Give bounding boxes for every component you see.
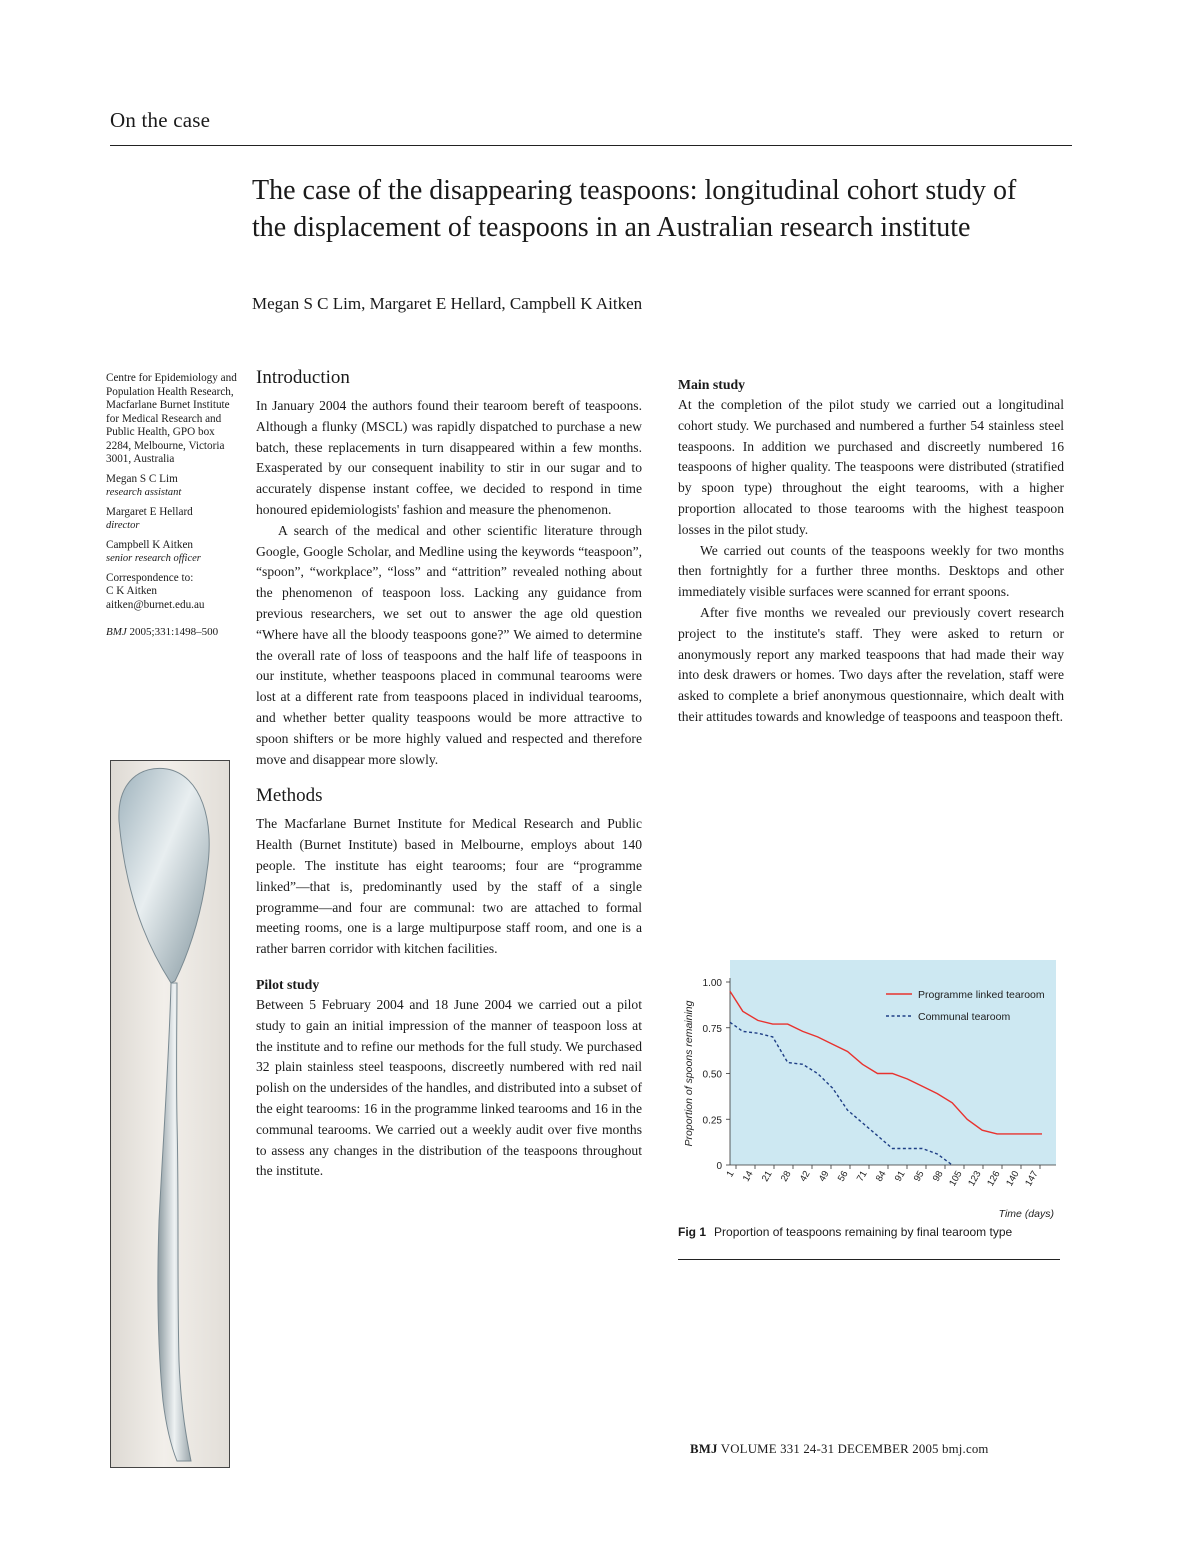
x-axis-label: Time (days) [998, 1208, 1054, 1220]
corr-email[interactable]: aitken@burnet.edu.au [106, 598, 205, 611]
x-tick-label: 84 [873, 1169, 889, 1184]
main-study-heading: Main study [678, 377, 746, 392]
chart-svg [678, 960, 1060, 1222]
author1-name: Megan S C Lim [106, 472, 178, 485]
column-right [678, 376, 1064, 728]
x-tick-label: 126 [985, 1169, 1003, 1189]
figure-1-chart [678, 960, 1060, 1227]
header-rule [110, 145, 1072, 146]
citation-journal: BMJ [106, 626, 127, 638]
y-tick-label: 1.00 [702, 978, 722, 989]
legend-entry: Programme linked tearoom [918, 989, 1045, 1001]
main-paragraph-1: At the completion of the pilot study we carried out a longitudinal cohort study. We purchased and numbered a further 54 stainless steel teaspoons. In addition we purchased and discreetly numbered 16 teaspoons of higher quality. The teaspoons were distributed (stratified by spoon type) throughout the eight tearooms, with a higher proportion allocated to those tearooms with the highest teaspoon losses in the pilot study. [678, 397, 1064, 537]
intro-paragraph-2: A search of the medical and other scientific literature through Google, Google Scholar, and Medline using the keywords “teaspoon”, “spoon”, “workplace”, “loss” and “attrition” revealed nothing about the phenomenon of teaspoon loss. Lacking any guidance from previous researchers, we set out to answer the age old question “Where have all the bloody teaspoons gone?” We aimed to determine the overall rate of loss of teaspoons and the half life of teaspoons in our institute, whether teaspoons placed in communal tearooms were lost at a different rate from teaspoons placed in individual tearooms, and whether better quality teaspoons would be more attractive to spoon shifters or be more highly valued and respected and therefore move and disappear more slowly. [256, 522, 642, 767]
x-tick-label: 71 [854, 1169, 870, 1184]
footer-journal: BMJ [690, 1442, 718, 1456]
y-tick-label: 0.50 [702, 1069, 722, 1081]
legend-entry: Communal tearoom [918, 1011, 1011, 1023]
author2-role: director [106, 520, 140, 531]
column-left [256, 366, 642, 1182]
intro-heading: Introduction [256, 367, 350, 388]
caption-rule [678, 1259, 1060, 1260]
x-tick-label: 91 [892, 1169, 908, 1184]
figure-caption [678, 1225, 1060, 1239]
citation-ref: 2005;331:1498–500 [129, 626, 219, 638]
figure-label: Fig 1 [678, 1225, 707, 1239]
x-tick-label: 147 [1023, 1169, 1041, 1189]
corr-label: Correspondence to: [106, 571, 194, 584]
methods-paragraph-1: The Macfarlane Burnet Institute for Medical Research and Public Health (Burnet Institute) based in Melbourne, employs about 140 people. The institute has eight tearooms; four are “programme linked”—that is, predominantly used by the staff of a single programme—and four are communal: two are attached to formal meeting rooms, one is a large multipurpose staff room, and one is a rather barren corridor with kitchen facilities. [256, 816, 642, 957]
article-authors: Megan S C Lim, Margaret E Hellard, Campbell K Aitken [252, 294, 643, 313]
article-title: The case of the disappearing teaspoons: longitudinal cohort study of the displacement of teaspoons in an Australian research institute [252, 175, 1017, 243]
pilot-heading: Pilot study [256, 976, 320, 992]
sidebar [106, 372, 238, 646]
y-tick-label: 0 [716, 1161, 722, 1172]
teaspoon-illustration [111, 761, 229, 1467]
section-label: On the case [110, 108, 211, 132]
correspondence [106, 572, 238, 613]
author3-name: Campbell K Aitken [106, 538, 194, 551]
affiliation: Centre for Epidemiology and Population Health Research, Macfarlane Burnet Institute for Medical Research and Public Health, GPO box 2284, Melbourne, Victoria 3001, Australia [106, 372, 237, 465]
main-paragraph-2: We carried out counts of the teaspoons weekly for two months then fortnightly for a further three months. Desktops and other immediately visible surfaces were scanned for errant spoons. [678, 542, 1064, 600]
intro-paragraph-1: In January 2004 the authors found their tearoom bereft of teaspoons. Although a flunky (MSCL) was rapidly dispatched to purchase a new batch, these replacements in turn disappeared within a few months. Exasperated by our consequent inability to stir in our sugar and to accurately dispense instant coffee, we decided to respond in time honoured epidemiologists' fashion and measure the phenomenon. [256, 398, 642, 517]
y-tick-label: 0.75 [702, 1023, 722, 1035]
author1-credit [106, 473, 238, 500]
y-axis-label: Proportion of spoons remaining [683, 1000, 695, 1147]
x-tick-label: 21 [759, 1169, 775, 1184]
x-tick-label: 49 [816, 1169, 832, 1184]
author2-name: Margaret E Hellard [106, 505, 193, 518]
corr-name: C K Aitken [106, 585, 157, 597]
main-paragraph-3: After five months we revealed our previously covert research project to the institute's staff. They were asked to return or anonymously report any marked teaspoons that had made their way into desk drawers or homes. Two days after the revelation, staff were asked to complete a brief anonymous questionnaire, which dealt with their attitudes towards and knowledge of teaspoons and teaspoon theft. [678, 604, 1064, 724]
author3-credit [106, 539, 238, 566]
x-tick-label: 1 [724, 1169, 737, 1180]
citation [106, 626, 238, 640]
x-tick-label: 28 [778, 1169, 794, 1184]
methods-heading: Methods [256, 785, 323, 807]
y-tick-label: 0.25 [702, 1115, 722, 1127]
x-tick-label: 98 [930, 1169, 946, 1184]
figure-caption-text: Proportion of teaspoons remaining by final tearoom type [714, 1225, 1013, 1239]
x-tick-label: 105 [947, 1169, 965, 1189]
x-tick-label: 14 [740, 1169, 756, 1184]
footer-issue: VOLUME 331 24-31 DECEMBER 2005 bmj.com [720, 1442, 989, 1456]
x-tick-label: 56 [835, 1169, 851, 1184]
pilot-paragraph-1: Between 5 February 2004 and 18 June 2004 we carried out a pilot study to gain an initial impression of the manner of teaspoon loss at the institute and to refine our methods for the full study. We purchased 32 plain stainless steel teaspoons, discreetly numbered with red nail polish on the undersides of the handles, and distributed into a subset of the eight tearooms: 16 in the programme linked tearooms and 16 in the communal tearooms. We carried out a weekly audit over five months to assess any changes in the distribution of the teaspoons throughout the institute. [256, 996, 642, 1179]
x-tick-label: 42 [797, 1169, 813, 1184]
author2-credit [106, 506, 238, 533]
x-tick-label: 140 [1004, 1169, 1022, 1189]
x-tick-label: 95 [911, 1169, 927, 1184]
author1-role: research assistant [106, 487, 182, 498]
x-tick-label: 123 [966, 1169, 984, 1189]
teaspoon-photo [110, 760, 230, 1468]
author3-role: senior research officer [106, 553, 201, 564]
page-footer [690, 1442, 989, 1457]
